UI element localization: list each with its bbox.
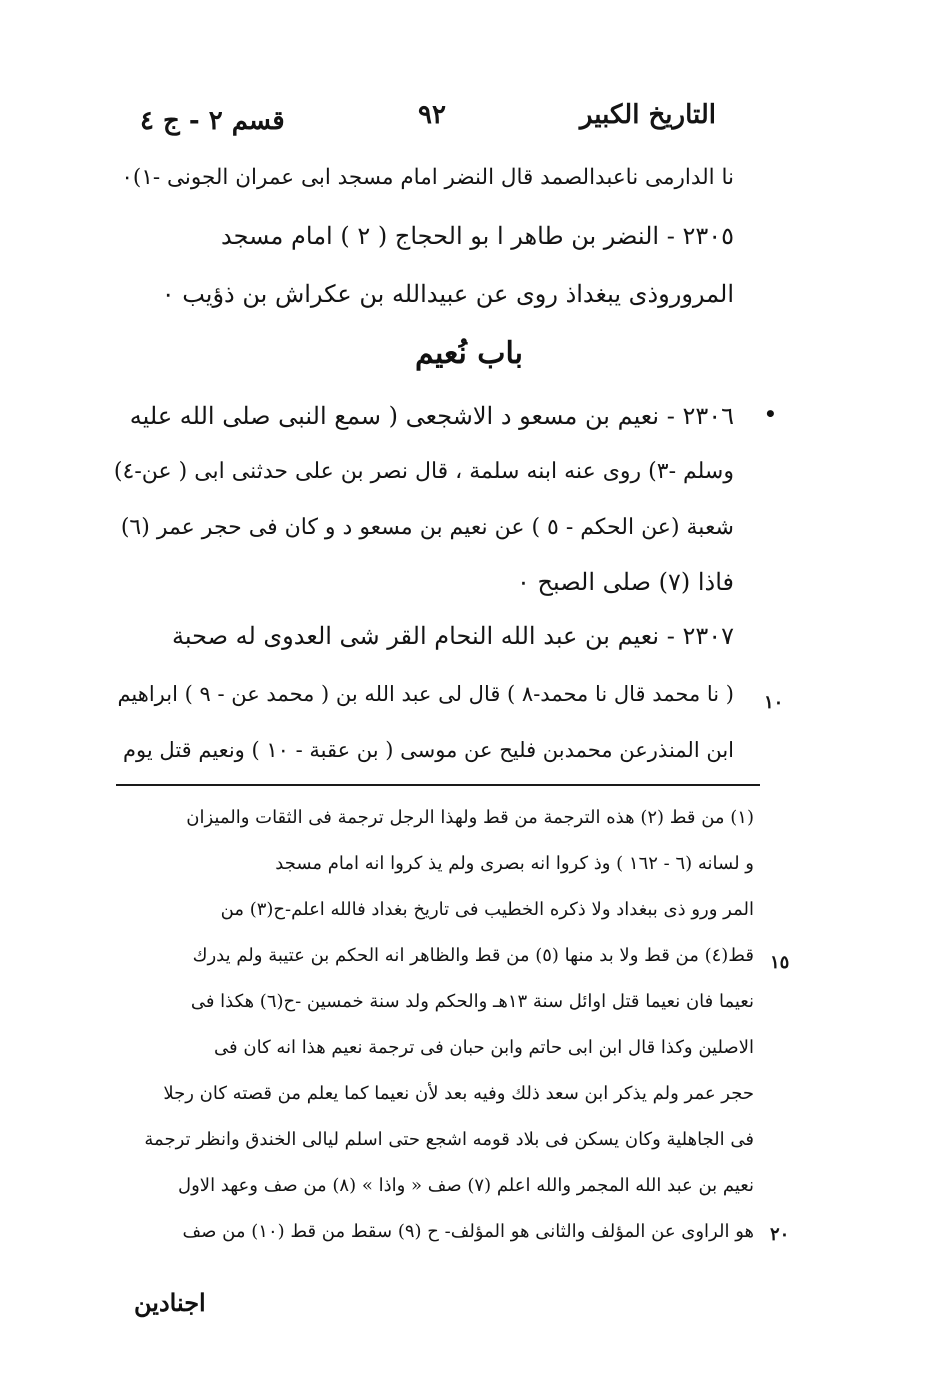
footnote-divider [116,784,760,786]
entry-line: شعبة (عن الحكم - ٥ ) عن نعيم بن مسعو د و كان فى حجر عمر (٦) [120,515,734,540]
footnote-line: و لسانه (٦ - ١٦٢ ) وذ كروا انه بصرى ولم يذ كروا انه امام مسجد [275,853,754,874]
entry-line: وسلم -٣) روى عنه ابنه سلمة ، قال نصر بن على حدثنى ابى ( عن-٤) [113,459,734,484]
footnote-line: المر ورو ذى ببغداد ولا ذكره الخطيب فى تاريخ بغداد فالله اعلم-ح(٣) من [220,899,754,920]
book-title: التاريخ الكبير [579,100,716,130]
line-number-ten: ١٠ [764,692,784,713]
footnote-line: نعيما فان نعيما قتل اوائل سنة ١٣هـ والحكم ولد سنة خمسين -ح(٦) هكذا فى [190,991,754,1012]
footnote-line: نعيم بن عبد الله المجمر والله اعلم (٧) صف « واذا » (٨) من صف وعهد الاول [178,1175,754,1196]
entry-line: ابن المنذرعن محمدبن فليح عن موسى ( بن عقبة - ١٠ ) ونعيم قتل يوم [123,738,734,762]
volume-label: قسم ٢ - ج ٤ [140,106,285,136]
footnote-line: (١) من قط (٢) هذه الترجمة من قط ولهذا الرجل ترجمة فى الثقات والميزان [186,807,754,828]
footnote-line: فى الجاهلية وكان يسكن فى بلاد قومه اشجع حتى اسلم ليالى الخندق وانظر ترجمة [144,1129,754,1150]
main-line: نا الدارمى ناعبدالصمد قال النضر امام مسجد ابى عمران الجونى -١)٠ [121,165,734,190]
footnote-line: قط(٤) من قط ولا بد منها (٥) من قط والظاهر انه الحكم بن عتيبة ولم يدرك [192,945,754,966]
section-heading: باب نُعيم [414,336,524,371]
footnote-line: هو الراوى عن المؤلف والثانى هو المؤلف- ح (٩) سقط من قط (١٠) من صف [182,1221,754,1242]
catchword: اجنادين [134,1288,206,1317]
main-line: المروروذى يبغداذ روى عن عبيدالله بن عكراش بن ذؤيب ٠ [161,280,734,308]
page-number: ٩٢ [418,100,446,130]
entry-line: فاذا (٧) صلى الصبح ٠ [516,568,734,596]
entry-line: ٢٣٠٧ - نعيم بن عبد الله النحام القر شى العدوى له صحبة [171,622,734,650]
main-line: ٢٣٠٥ - النضر بن طاهر ا بو الحجاج ( ٢ ) امام مسجد [221,222,734,250]
margin-bullet: • [764,402,777,426]
entry-line: ( نا محمد قال نا محمد-٨ ) قال لى عبد الله بن ( محمد عن - ٩ ) ابراهيم [117,682,734,706]
footnote-line: الاصلين وكذا قال ابن ابى حاتم وابن حبان فى ترجمة نعيم هذا انه كان فى [214,1037,754,1058]
line-number-fifteen: ١٥ [770,952,790,973]
entry-line: ٢٣٠٦ - نعيم بن مسعو د الاشجعى ( سمع النبى صلى الله عليه [129,402,734,430]
line-number-twenty: ٢٠ [770,1224,790,1245]
footnote-line: حجر عمر ولم يذكر ابن سعد ذلك وفيه بعد لأن نعيما كما يعلم من قصته كان رجلا [163,1083,754,1104]
